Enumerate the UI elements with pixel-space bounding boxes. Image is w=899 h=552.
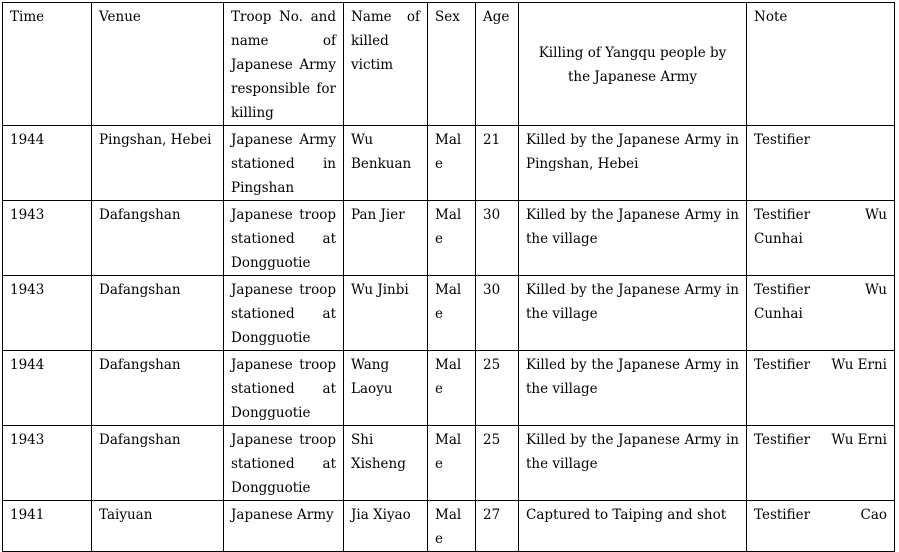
cell-troop: Japanese troop stationed at Dongguotie [224,276,344,351]
header-venue: Venue [92,3,224,126]
header-victim-name: Name of killed victim [344,3,428,126]
note-witness-part1: Wu [864,207,887,223]
note-witness: Wu Erni [831,432,887,448]
note-witness-part2: Cunhai [754,231,803,247]
cell-note [747,126,895,201]
cell-venue: Pingshan, Hebei [92,126,224,201]
cell-time: 1943 [3,426,92,501]
note-witness-part1: Wu [864,282,887,298]
note-label: Testifier [754,132,811,148]
cell-victim-name: Jia Xiyao [344,501,428,552]
header-note: Note [747,3,895,126]
cell-note [747,501,895,552]
table-row [3,126,895,201]
table-row [3,426,895,501]
note-line [754,278,887,302]
cell-time: 1941 [3,501,92,552]
cell-troop: Japanese Army stationed in Pingshan [224,126,344,201]
note-line [754,428,887,452]
cell-age: 25 [476,351,519,426]
cell-victim-name: Wang Laoyu [344,351,428,426]
cell-killing: Killed by the Japanese Army in the village [519,201,747,276]
cell-troop-text: Japanese Army [231,507,334,523]
cell-note [747,276,895,351]
header-sex: Sex [428,3,476,126]
cell-troop: Japanese troop stationed at Dongguotie [224,201,344,276]
cell-age: 21 [476,126,519,201]
note-witness-part2: Cunhai [754,306,803,322]
cell-time: 1943 [3,201,92,276]
cell-age: 27 [476,501,519,552]
cell-note [747,201,895,276]
table-row [3,201,895,276]
cell-victim-name: Pan Jier [344,201,428,276]
cell-sex: Male [428,501,476,552]
note-label: Testifier [754,507,811,523]
cell-sex: Male [428,426,476,501]
troop-line [231,503,336,527]
cell-age: 30 [476,276,519,351]
table-row [3,351,895,426]
note-label: Testifier [754,207,811,223]
table-row [3,501,895,552]
cell-age: 25 [476,426,519,501]
cell-killing: Captured to Taiping and shot [519,501,747,552]
cell-troop: Japanese troop stationed at Dongguotie [224,351,344,426]
cell-sex: Male [428,126,476,201]
header-killing: Killing of Yangqu people by the Japanese Army [519,3,747,126]
cell-time: 1943 [3,276,92,351]
cell-sex: Male [428,276,476,351]
cell-venue: Dafangshan [92,351,224,426]
cell-sex: Male [428,201,476,276]
cell-victim-name: Wu Jinbi [344,276,428,351]
note-line [754,503,887,527]
cell-victim-name: Shi Xisheng [344,426,428,501]
note-label: Testifier [754,282,811,298]
cell-killing: Killed by the Japanese Army in the village [519,426,747,501]
cell-troop: Japanese troop stationed at Dongguotie [224,426,344,501]
cell-troop [224,501,344,552]
cell-note [747,351,895,426]
note-line [754,128,887,152]
table-row [3,276,895,351]
cell-venue: Dafangshan [92,276,224,351]
cell-killing: Killed by the Japanese Army in the village [519,351,747,426]
note-witness: Cao [860,507,887,523]
note-label: Testifier [754,357,811,373]
cell-venue: Taiyuan [92,501,224,552]
cell-venue: Dafangshan [92,201,224,276]
note-witness: Wu Erni [831,357,887,373]
cell-age: 30 [476,201,519,276]
cell-venue: Dafangshan [92,426,224,501]
note-line [754,203,887,227]
victims-table [2,2,895,552]
cell-victim-name: Wu Benkuan [344,126,428,201]
header-age: Age [476,3,519,126]
note-line [754,353,887,377]
header-time: Time [3,3,92,126]
note-label: Testifier [754,432,811,448]
table-header-row [3,3,895,126]
cell-killing: Killed by the Japanese Army in Pingshan, Hebei [519,126,747,201]
cell-killing: Killed by the Japanese Army in the village [519,276,747,351]
cell-sex: Male [428,351,476,426]
cell-note [747,426,895,501]
cell-time: 1944 [3,126,92,201]
header-troop: Troop No. and name of Japanese Army responsible for killing [224,3,344,126]
cell-time: 1944 [3,351,92,426]
